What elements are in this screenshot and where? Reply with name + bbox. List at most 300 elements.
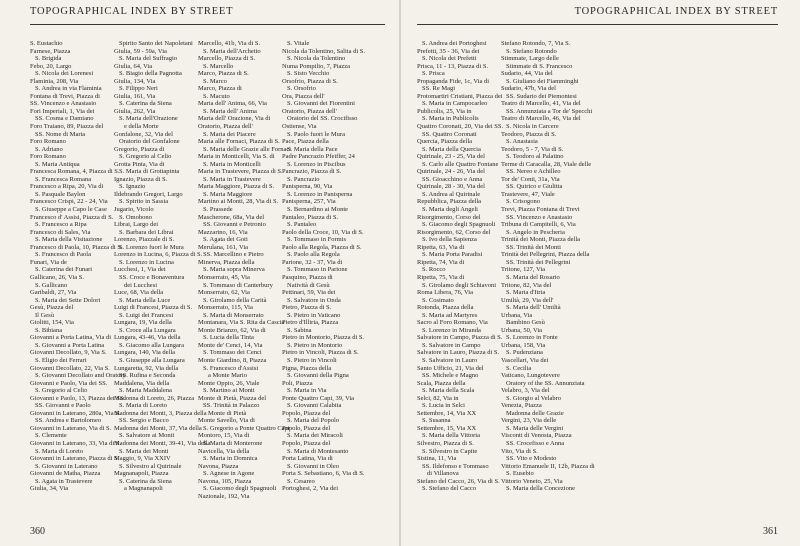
index-line: Pigna, Piazza della xyxy=(282,364,332,372)
index-line: S. Maria delle Grazie alle Fornaci xyxy=(203,145,292,153)
index-line: Montanara, Via S. Rita da Cascia xyxy=(198,319,285,327)
index-line: Maria Maggiore, Piazza di S. xyxy=(198,183,275,191)
index-line: Maggio, 9, Via XXIV xyxy=(114,455,171,463)
index-line: S. Giuliano dei Fiamminghi xyxy=(506,77,579,85)
index-column xyxy=(114,40,211,500)
index-line: Selci, 82, Via in xyxy=(417,394,459,402)
index-line: Vaticano, Lungotevere xyxy=(501,372,560,380)
index-line: Scala, Piazza della xyxy=(417,379,466,387)
index-line: Sacro al Foro Romano, Via xyxy=(417,319,488,327)
index-line: S. Cesareo xyxy=(287,477,315,485)
index-line: Giovanni e Paolo, 13, Piazza dei SS. xyxy=(30,394,126,402)
index-line: Risorgimento, 62, Corso del xyxy=(417,228,491,236)
index-line: S. Eustachio xyxy=(30,40,63,47)
index-line: S. Tommaso in Formis xyxy=(287,236,347,244)
index-line: Pasquino, Piazza di xyxy=(282,273,333,281)
index-line: Francesco Crispi, 22 - 24, Via xyxy=(30,198,108,206)
index-line: Maria in Trastevere, Piazza di S. xyxy=(198,168,283,176)
index-line: S. Giacomo degli Spagnuoli xyxy=(422,221,496,229)
index-line: Farnese, Piazza xyxy=(30,47,71,55)
index-line: Giulia, 134, Via xyxy=(114,77,156,85)
index-line: Roma Libera, 76, Via xyxy=(417,289,473,297)
index-line: S. Maria in Trastevere xyxy=(203,175,261,183)
index-line: S. Tommaso in Parione xyxy=(287,266,348,274)
index-line: S. Caterina da Siena xyxy=(119,477,172,485)
index-line: S. Francesca Romana xyxy=(35,175,92,183)
index-line: Lungara, 43-46, Via della xyxy=(114,334,181,342)
index-line: S. Maria in Via xyxy=(287,387,327,395)
index-line: SS. Crocefisso e Anna xyxy=(506,439,565,447)
index-line: S. Filippo Neri xyxy=(119,85,158,93)
index-line: Tribuna di Campitelli, 6, Via xyxy=(501,221,576,229)
index-line: S. Gregorio al Celio xyxy=(35,387,88,395)
index-line: S. Pasquale Baylon xyxy=(35,190,86,198)
index-line: S. Maria di Monterone xyxy=(203,439,263,447)
index-line: S. Prassede xyxy=(203,206,233,214)
index-line: S. Stefano del Cacco xyxy=(422,485,477,493)
index-line: SS. Ildefonso e Tommaso xyxy=(422,462,489,470)
index-line: S. Maria dell'Orazione xyxy=(119,115,178,123)
index-line: Panisperna, 90, Via xyxy=(282,183,333,191)
index-line: S. Gregorio al Celio xyxy=(119,153,172,161)
index-line: S. Nicola dei Prefetti xyxy=(422,55,477,63)
index-line: SS. Gioacchino e Anna xyxy=(422,175,483,183)
index-line: S. Maria dell' Anima xyxy=(203,107,257,115)
index-line: SS. Michele e Magno xyxy=(422,372,479,380)
index-line: S. Maria della Concezione xyxy=(506,485,575,493)
index-line: dei Lucchesi xyxy=(124,281,158,289)
index-line: Grotta Pinta, Via di xyxy=(114,160,165,168)
index-line: S. Andrea dei Portoghesi xyxy=(422,40,487,47)
index-line: Giovanni de Matha, Piazza xyxy=(30,470,101,478)
index-line: Maria dell' Anima, 66, Via xyxy=(198,100,267,108)
index-line: S. Pudenziana xyxy=(506,349,543,357)
index-line: Terme di Caracalla, 28, Viale delle xyxy=(501,160,592,168)
index-line: S. Lorenzo in Panisperna xyxy=(287,190,353,198)
index-line: e della Morte xyxy=(124,123,159,131)
index-line: S. Girolamo della Carità xyxy=(203,296,267,304)
index-line: Ripetta, 75, Via di xyxy=(417,273,465,281)
index-line: Francesco di Sales, Via xyxy=(30,228,91,236)
index-line: SS. Vincenzo e Anastasio xyxy=(30,100,97,108)
index-line: S. Caterina da Siena xyxy=(119,100,172,108)
index-line: Monserrato, 62, Via xyxy=(198,289,250,297)
index-line: S. Ignazio xyxy=(119,183,146,191)
index-line: SS. Quirico e Giulitta xyxy=(506,183,563,191)
index-line: Maria alle Fornaci, Piazza di S. xyxy=(198,138,280,146)
index-line: Venezia, Piazza xyxy=(501,402,542,410)
index-line: Natività di Gesù xyxy=(287,281,330,289)
index-line: Gesù, Piazza del xyxy=(30,304,74,312)
index-line: Portoghesi, 2, Via dei xyxy=(282,485,338,493)
right-page xyxy=(401,0,800,546)
index-line: Spirito Santo dei Napoletani xyxy=(119,40,193,47)
index-line: a Monte Mario xyxy=(208,372,247,380)
index-line: SS. Croce e Bonaventura xyxy=(119,273,185,281)
index-line: S. Nicola dei Lorenesi xyxy=(35,70,94,78)
index-line: Ora, Piazza dell' xyxy=(282,92,325,100)
index-line: S. Paolo alla Regola xyxy=(287,251,340,259)
index-line: Giovanni Decollato, 22, Via S. xyxy=(30,364,110,372)
index-line: S. Giuseppe a Capo le Case xyxy=(35,206,107,214)
index-line: S. Stefano Rotondo xyxy=(506,47,557,55)
index-line: S. Giacomo degli Spagnuoli xyxy=(203,485,277,493)
index-line: S. Maria di Grottapinta xyxy=(119,168,180,176)
index-line: SS. Nereo e Achilleo xyxy=(506,168,561,176)
index-line: S. Adriano xyxy=(35,145,63,153)
index-line: S. Salvatore ai Monti xyxy=(119,432,175,440)
index-line: Gonfalone, 32, Via del xyxy=(114,130,173,138)
index-line: Luigi di Francesi, Piazza di S. xyxy=(114,304,193,312)
index-line: S. Maria dei Monti xyxy=(119,447,169,455)
left-page xyxy=(0,0,399,546)
index-line: S. Francesco d'Assisi xyxy=(203,364,259,372)
index-line: Minerva, Piazza della xyxy=(198,258,255,266)
index-line: Mazzarino, 16, Via xyxy=(198,228,248,236)
index-line: Marco, Piazza di S. xyxy=(198,70,249,78)
index-line: Navona, 105, Piazza xyxy=(198,477,252,485)
index-line: S. Bernardino ai Monte xyxy=(287,206,349,214)
index-line: Monte Savello, Via di xyxy=(198,417,255,425)
index-line: S. Maria in Monticelli xyxy=(203,160,261,168)
index-line: S. Nicola in Carcere xyxy=(506,123,559,131)
index-line: Gregorio, Piazza di xyxy=(114,145,165,153)
index-line: Nicola da Tolentino, Salita di S. xyxy=(282,47,366,55)
index-line: S. Maria Maddalena xyxy=(119,387,172,395)
index-line: S. Pancrazio xyxy=(287,175,320,183)
index-line: S. Giacomo alla Lungara xyxy=(119,341,184,349)
index-line: S. Giovanni Calabita xyxy=(287,402,342,410)
index-line: Lungara, 140, Via della xyxy=(114,349,176,357)
index-line: Settembre, 14, Via XX xyxy=(417,409,477,417)
index-line: Publicolis, 25, Via in xyxy=(417,107,472,115)
index-line: S. Angelo in Pescheria xyxy=(506,228,565,236)
index-line: Propaganda Fide, 1c, Via di xyxy=(417,77,490,85)
index-line: S. Lucia in Selci xyxy=(422,402,465,410)
index-line: S. Cecilia xyxy=(506,364,532,372)
index-line: S. Lorenzo in Piscibus xyxy=(287,160,346,168)
index-line: Urbana, 158, Via xyxy=(501,341,546,349)
index-line: S. Giorgio al Velabro xyxy=(506,394,562,402)
index-line: S. Agata in Trastevere xyxy=(35,477,93,485)
index-line: Giulia, 59 - 59a, Via xyxy=(114,47,167,55)
index-line: Madonna dei Monti, 3, Piazza della xyxy=(114,409,207,417)
index-line: Pietro in Montorio, Piazza di S. xyxy=(282,334,365,342)
index-line: S. Agnese in Agone xyxy=(203,470,255,478)
index-line: S. Vitale xyxy=(287,40,310,47)
index-line: Vittorio Veneto, 25, Via xyxy=(501,477,563,485)
index-line: S. Sisto Vecchio xyxy=(287,70,330,78)
index-line: S. Maria di Montesanto xyxy=(287,447,349,455)
index-line: SS. Rufina e Seconda xyxy=(119,372,176,380)
index-line: S. Andrea al Quirinale xyxy=(422,190,481,198)
index-line: a Magnanapoli xyxy=(124,485,163,493)
index-line: Giovanni in Laterano, 33, Via di S. xyxy=(30,439,122,447)
index-line: S. Lorenzo in Fonte xyxy=(506,334,558,342)
index-line: S. Maria del Suffragio xyxy=(119,55,178,63)
index-line: Quirinale, 28 - 30, Via del xyxy=(417,183,485,191)
index-line: Madonna delle Grazie xyxy=(506,409,564,417)
index-line: SS. Re Magi xyxy=(422,85,456,93)
index-line: Teatro di Marcello, 46, Via del xyxy=(501,115,581,123)
index-line: Lungara, 19, Via della xyxy=(114,319,172,327)
index-line: S. Maria della Luce xyxy=(119,296,171,304)
index-line: Urbana, Via xyxy=(501,311,533,319)
index-line: S. Maria in Domnica xyxy=(203,455,258,463)
index-line: Ripetta, 74, Via di xyxy=(417,258,465,266)
index-line: Foro Romano xyxy=(30,153,66,161)
index-line: Giovanni Decollato, 9, Via S. xyxy=(30,349,107,357)
index-line: Padre Pancrazio Pfeiffer, 24 xyxy=(282,153,355,161)
index-line: Quattro Coronati, 20, Via dei SS. xyxy=(417,123,504,131)
index-line: Paolo alla Regola, Piazza di S. xyxy=(282,243,362,251)
index-line: S. Maria sopra Minerva xyxy=(203,266,265,274)
index-column xyxy=(417,40,504,493)
index-line: Giovanni a Porta Latina, Via di xyxy=(30,334,112,342)
index-line: Monserrato, 45, Via xyxy=(198,273,250,281)
index-columns xyxy=(417,40,595,493)
index-line: Marcello, 41b, Via di S. xyxy=(198,40,261,47)
index-line: Pace, Piazza della xyxy=(282,138,329,146)
index-line: Madonna di Loreto, 26, Piazza xyxy=(114,394,195,402)
index-line: S. Maria dei Piacere xyxy=(203,130,256,138)
index-line: S. Giovanni dei Fiorentini xyxy=(287,100,355,108)
index-line: SS. Sudario dei Piemontesi xyxy=(506,92,577,100)
index-line: S. Spirito in Sassia xyxy=(119,198,169,206)
index-line: S. Sabina xyxy=(287,326,312,334)
index-line: SS. Nome di Maria xyxy=(35,130,86,138)
index-line: S. Clemente xyxy=(35,432,67,440)
index-line: S. Martino ai Monti xyxy=(203,387,255,395)
index-line: Giulia, 262, Via xyxy=(114,107,156,115)
index-line: Quercia, Piazza della xyxy=(417,138,473,146)
index-line: S. Maria del Rosario xyxy=(506,273,560,281)
index-line: Gallicano, 26, Via S. xyxy=(30,273,85,281)
index-line: S. Pietro in Montorio xyxy=(287,341,343,349)
index-line: S. Caterina dei Funari xyxy=(35,266,93,274)
index-line: S. Francesco di Paola xyxy=(35,251,91,259)
index-line: Garibaldi, 27, Via xyxy=(30,289,77,297)
index-line: S. Pietro in Vincoli xyxy=(287,356,337,364)
index-line: Jugario, Vicolo xyxy=(114,206,154,214)
index-line: Sudario, 47b, Via del xyxy=(501,85,556,93)
index-line: Porta S. Sebastiano, 6, Via di S. xyxy=(282,470,365,478)
index-line: S. Crisogono xyxy=(506,198,540,206)
index-line: Vergini, 23, Via delle xyxy=(501,417,557,425)
index-line: S. Marco xyxy=(203,77,227,85)
index-line: SS. Trinità in Palazzo xyxy=(203,402,260,410)
index-line: Monte Giardino, 8, Piazza xyxy=(198,356,267,364)
index-line: SS. Cosma e Damiano xyxy=(35,115,94,123)
index-line: S. Luigi dei Francesi xyxy=(119,311,174,319)
index-line: S. Maria di Loreto xyxy=(35,447,84,455)
index-line: Foro Romano xyxy=(30,138,66,146)
index-line: di Villanova xyxy=(427,470,459,478)
index-line: Librai, Largo dei xyxy=(114,221,159,229)
index-line: Maria dell' Orazione, Via di xyxy=(198,115,271,123)
index-line: Il Gesù xyxy=(35,311,54,319)
index-line: SS. Vito e Modesto xyxy=(506,455,557,463)
index-line: S. Maria della Visitazione xyxy=(35,236,103,244)
index-line: Pietro, Piazza di S. xyxy=(282,304,332,312)
index-line: Teatro di Marcello, 41, Via del xyxy=(501,100,581,108)
index-line: Settembre, 15, Via XX xyxy=(417,424,477,432)
index-line: S. Maria della Quercia xyxy=(422,145,481,153)
index-line: Lucchesi, 1, Via dei xyxy=(114,266,166,274)
index-line: Francesco a Ripa, 20, Via di xyxy=(30,183,104,191)
index-column xyxy=(198,40,292,500)
index-line: Oratorio del Gonfalone xyxy=(119,138,180,146)
index-line: S. Eligio dei Ferrari xyxy=(35,356,87,364)
index-line: S. Maria dell'Archetto xyxy=(203,47,261,55)
index-line: S. Croce alla Lungara xyxy=(119,326,176,334)
index-line: S. Giuseppe alla Lungara xyxy=(119,356,185,364)
index-line: S. Maria del Popolo xyxy=(287,417,339,425)
header-rule xyxy=(30,24,385,25)
index-line: S. Lucia della Tinta xyxy=(203,334,254,342)
index-line: Maria in Monticelli, Via S. di xyxy=(198,153,275,161)
index-line: Oratory of the SS. Annunziata xyxy=(506,379,585,387)
index-line: Trinità dei Monti, Piazza della xyxy=(501,236,581,244)
index-line: Giolitti, 154, Via xyxy=(30,319,74,327)
index-line: S. Maria degli Angeli xyxy=(422,206,478,214)
index-line: Sudario, 44, Via del xyxy=(501,70,553,78)
index-line: S. Anastasia xyxy=(506,138,538,146)
index-line: S. Barbara dei Librai xyxy=(119,228,174,236)
index-line: Navicella, Via della xyxy=(198,447,250,455)
index-line: S. Rocco xyxy=(422,266,446,274)
index-line: Monserrato, 115, Via xyxy=(198,304,253,312)
index-line: SS. Trinità dei Pellegrini xyxy=(506,258,571,266)
index-line: Monte di Pietà xyxy=(208,409,247,417)
index-line: S. Tommaso di Canterbury xyxy=(203,281,273,289)
index-line: Giulia, 34, Via xyxy=(30,485,69,493)
index-line: Madonna dei Monti, 37, Via della xyxy=(114,424,202,432)
index-line: Giovanni in Laterano, Piazza di S. xyxy=(30,455,120,463)
index-line: S. Pietro in Vaticano xyxy=(287,311,341,319)
index-line: S. Eusebio xyxy=(506,470,534,478)
index-line: S. Maria dei Miracoli xyxy=(287,432,343,440)
index-line: Popolo, Piazza del xyxy=(282,424,331,432)
index-line: Vito, Via di S. xyxy=(501,447,538,455)
index-line: Francesco di Paola, 10, Piazza di S. xyxy=(30,243,123,251)
index-line: Silvestro, Piazza di S. xyxy=(417,439,474,447)
index-line: Foro Traiano, 89, Piazza del xyxy=(30,123,104,131)
index-line: SS. Vincenzo e Anastasio xyxy=(506,213,573,221)
index-line: Poli, Piazza xyxy=(282,379,313,387)
index-line: Oratorio, Piazza dell' xyxy=(282,107,337,115)
index-line: Monte de' Cenci, 14, Via xyxy=(198,341,263,349)
index-line: Francesca Romana, 4, Piazza di S. xyxy=(30,168,120,176)
index-line: S. Maria d'Itria xyxy=(506,289,546,297)
index-line: Visconti di Venosta, Piazza xyxy=(501,432,572,440)
index-line: S. Cosimato xyxy=(422,296,454,304)
index-line: SS. Quattro Coronati xyxy=(422,130,477,138)
index-line: Teodoro, Piazza di S. xyxy=(501,130,557,138)
index-line: S. Tommaso dei Cenci xyxy=(203,349,262,357)
index-line: Nazionale, 192, Via xyxy=(198,492,250,500)
index-line: Francesco d' Assisi, Piazza di S. xyxy=(30,213,114,221)
index-line: Pantaleo, Piazza di S. xyxy=(282,213,339,221)
index-line: S. Macuto xyxy=(203,92,230,100)
index-line: Urbana, 50, Via xyxy=(501,326,543,334)
index-line: SS. Trinità dei Monti xyxy=(506,243,561,251)
index-line: S. Teodoro al Palatino xyxy=(506,153,564,161)
index-line: Giovanni in Laterano, 280a, Via S. xyxy=(30,409,121,417)
index-line: S. Salvatore in Onda xyxy=(287,296,341,304)
index-line: S. Gregorio a Ponte Quattro Capi xyxy=(203,424,290,432)
index-line: S. Maria delle Vergini xyxy=(506,424,564,432)
index-line: Trinità dei Pellegrini, Piazza della xyxy=(501,251,590,259)
index-line: S. Giovanni in Oleo xyxy=(287,462,339,470)
index-line: Pancrazio, Piazza di S. xyxy=(282,168,342,176)
index-line: S. Giovanni della Pigna xyxy=(287,372,349,380)
index-line: Marco, Piazza di xyxy=(198,85,242,93)
index-line: Oratorio, Piazza dell' xyxy=(198,123,253,131)
index-line: Orsofrio, Piazza di S. xyxy=(282,77,338,85)
index-line: Umiltà, 29, Via dell' xyxy=(501,296,554,304)
index-line: S. Andrea in via Flaminia xyxy=(35,85,102,93)
index-line: S. Gallicano xyxy=(35,281,68,289)
index-line: Madonna dei Monti, 39-41, Via della xyxy=(114,439,211,447)
page-number: 361 xyxy=(763,526,778,537)
index-line: S. Maria della Pace xyxy=(287,145,338,153)
index-line: S. Maria Porta Paradisi xyxy=(422,251,483,259)
index-line: SS. Annunziata a Tor de' Specchi xyxy=(506,107,593,115)
index-line: Quirinale, 23 - 25, Via del xyxy=(417,153,485,161)
index-line: S. Maria dei Sette Dolori xyxy=(35,296,101,304)
index-line: Merulana, 161, Via xyxy=(198,243,249,251)
index-line: Ildebrando Gregori, Largo xyxy=(114,190,183,198)
index-line: Salvatore in Lauro, Piazza di S. xyxy=(417,349,500,357)
index-line: S. Biagio della Pagnotta xyxy=(119,70,182,78)
index-line: Risorgimento, Corso del xyxy=(417,213,481,221)
index-line: Monte Brianzo, 62, Via di xyxy=(198,326,266,334)
index-line: Pietro in Vincoli, Piazza di S. xyxy=(282,349,359,357)
index-line: Lorenzo in Lucina, 6, Piazza di S. xyxy=(114,251,203,259)
running-header: TOPOGRAPHICAL INDEX BY STREET xyxy=(30,6,234,17)
index-line: Tritone, 127, Via xyxy=(501,266,546,274)
index-line: Navona, Piazza xyxy=(198,462,239,470)
index-line: S. Maria di Loreto xyxy=(119,402,168,410)
running-header: TOPOGRAPHICAL INDEX BY STREET xyxy=(574,6,778,17)
index-line: Lorenzo, Piazzale di S. xyxy=(114,236,175,244)
index-line: Trevi, Piazza Fontana di Trevi xyxy=(501,206,580,214)
index-line: Paolo della Croce, 10, Via di S. xyxy=(282,228,364,236)
index-line: S. Brigida xyxy=(35,55,62,63)
index-line: Salvatore in Campo, Piazza di S. xyxy=(417,334,503,342)
index-line: Stefano del Cacco, 26, Via di S. xyxy=(417,477,500,485)
index-line: S. Susanna xyxy=(422,417,451,425)
index-line: Panisperna, 257, Via xyxy=(282,198,336,206)
index-line: Marcello, Piazza di S. xyxy=(198,55,256,63)
index-line: Monte di Pietà, Piazza del xyxy=(198,394,267,402)
index-line: Giovanni in Laterano, Via di S. xyxy=(30,424,112,432)
index-line: Teodoro, 5 - 7, Via di S. xyxy=(501,145,564,153)
index-line: Porta Latina, Via di xyxy=(282,455,333,463)
index-line: S. Maria di Monserrato xyxy=(203,311,264,319)
index-line: Bambino Gesù xyxy=(506,319,545,327)
index-line: Numa Pompilio, 7, Piazza xyxy=(282,62,351,70)
index-line: Ignazio, Piazza di S. xyxy=(114,175,168,183)
index-line: S. Salvatore in Lauro xyxy=(422,356,478,364)
index-line: S. Nicola da Tolentino xyxy=(287,55,346,63)
index-line: S. Omobono xyxy=(119,213,152,221)
index-line: S. Prisca xyxy=(422,70,445,78)
index-line: S. Paolo fuori le Mura xyxy=(287,130,345,138)
index-line: Magnanapoli, Piazza xyxy=(114,470,169,478)
index-line: S. Carlo alle Quattro Fontane xyxy=(422,160,499,168)
